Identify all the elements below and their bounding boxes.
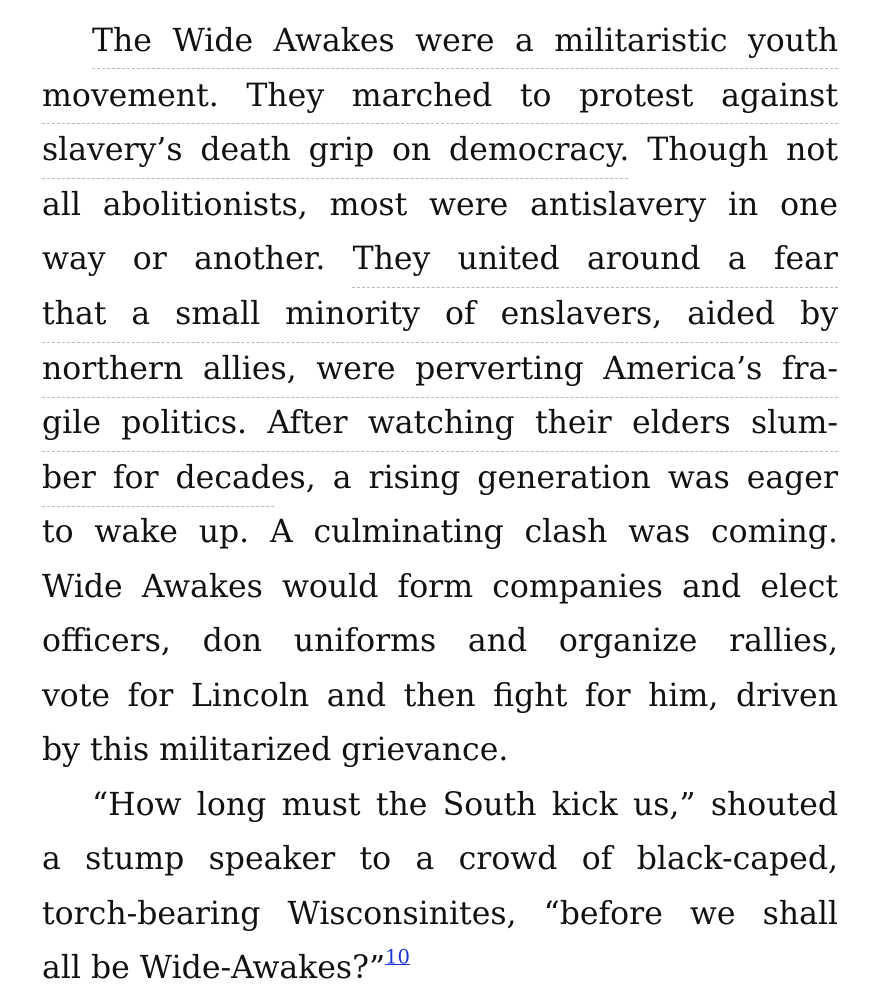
text-line: ber for decades, a rising generation was eager <box>42 460 838 496</box>
text-line: “How long must the South kick us,” shouted <box>92 787 838 823</box>
text-line: vote for Lincoln and then fight for him, driven <box>42 678 838 714</box>
text-line-content: all be Wide-Awakes?” <box>42 950 386 986</box>
footnote-link[interactable]: 10 <box>385 945 410 969</box>
text-line: officers, don uniforms and organize rallies, <box>42 623 838 659</box>
text-line: Wide Awakes would form companies and elect <box>42 569 838 605</box>
text-line: torch-bearing Wisconsinites, “before we shall <box>42 896 838 932</box>
text-line: movement. They marched to protest against <box>42 78 838 114</box>
text-line: to wake up. A culminating clash was coming. <box>42 514 838 550</box>
text-line: northern allies, were perverting America’s fra- <box>42 351 838 387</box>
text-line: slavery’s death grip on democracy. Though not <box>42 132 838 168</box>
text-line: by this militarized grievance. <box>42 732 509 768</box>
text-line: that a small minority of enslavers, aided by <box>42 296 838 332</box>
text-line-last <box>42 941 838 995</box>
text-line: way or another. They united around a fear <box>42 241 838 277</box>
text-line: all abolitionists, most were antislavery in one <box>42 187 838 223</box>
text-line: a stump speaker to a crowd of black-caped, <box>42 841 838 877</box>
text-line: gile politics. After watching their elders slum- <box>42 405 838 441</box>
text-line: The Wide Awakes were a militaristic youth <box>92 23 838 59</box>
